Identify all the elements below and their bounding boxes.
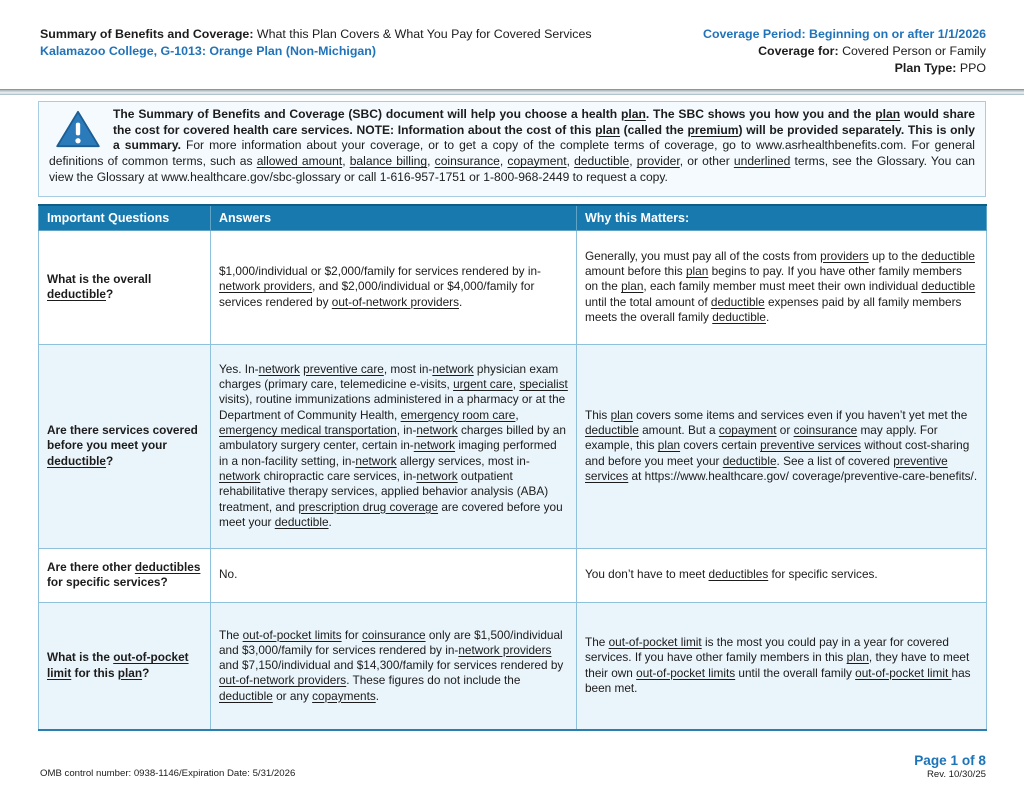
text-segment: , they have to meet their own — [585, 650, 970, 680]
text-segment: charges billed by an ambulatory surgery center, certain in- — [219, 423, 566, 453]
text-segment: visits), routine immunizations administered in a pharmacy or at the Department of Community Health, — [219, 392, 566, 422]
glossary-term-link[interactable]: deductibles — [134, 559, 201, 574]
glossary-term-link[interactable]: network — [432, 361, 474, 376]
table-row — [39, 602, 987, 730]
glossary-term-link[interactable]: coinsurance — [434, 154, 500, 169]
text-segment: up to the — [868, 248, 922, 263]
text-segment: This is only a summary. — [113, 122, 976, 153]
text-segment: What is the overall — [47, 271, 152, 286]
glossary-term-link[interactable]: deductible — [585, 423, 639, 438]
revision-date: Rev. 10/30/25 — [926, 769, 986, 780]
text-segment: without cost-sharing and before you meet your — [585, 438, 970, 468]
text-segment: imaging performed in a non-facility setting, in- — [219, 438, 557, 468]
answer-text — [219, 264, 568, 310]
column-header-important-questions: Important Questions — [39, 205, 211, 230]
text-segment: ? — [142, 665, 150, 680]
answer-cell — [211, 548, 577, 602]
text-segment: for specific services. — [768, 567, 878, 582]
text-segment: , — [566, 154, 575, 169]
text-segment: only are $1,500/individual and $3,000/family for services rendered by in- — [219, 627, 563, 657]
glossary-term-link[interactable]: network — [416, 423, 458, 438]
question-cell — [39, 344, 211, 548]
glossary-term-link[interactable]: emergency room care — [400, 407, 516, 422]
glossary-term-link[interactable]: network — [355, 453, 397, 468]
document-title-rest: What this Plan Covers & What You Pay for Covered Services — [253, 27, 592, 41]
text-segment: , — [629, 154, 637, 169]
plan-type-label: Plan Type: — [894, 61, 957, 75]
glossary-term-link[interactable]: emergency medical transportation — [219, 423, 397, 438]
why-text — [585, 635, 978, 696]
table-row — [39, 548, 987, 602]
glossary-term-link[interactable]: plan — [595, 122, 620, 137]
question-text — [47, 272, 202, 303]
text-segment: . — [328, 514, 332, 529]
intro-paragraph — [49, 107, 975, 186]
question-text — [47, 560, 202, 591]
why-cell — [577, 344, 987, 548]
question-cell — [39, 548, 211, 602]
text-segment: , — [515, 407, 519, 422]
glossary-term-link[interactable]: network providers — [458, 642, 552, 657]
header-right — [703, 26, 986, 77]
glossary-term-link[interactable]: out-of-network providers — [331, 294, 459, 309]
plan-name: Kalamazoo College, G-1013: Orange Plan (Non-Michigan) — [40, 44, 376, 58]
why-cell — [577, 602, 987, 730]
plan-type-value: PPO — [956, 61, 986, 75]
text-segment: covers certain — [680, 438, 761, 453]
text-segment: , — [499, 154, 508, 169]
text-segment: , and $2,000/individual or $4,000/family for services rendered by — [219, 279, 535, 309]
text-segment: (called the — [619, 122, 688, 137]
text-segment: . See a list of covered — [776, 453, 894, 468]
glossary-term-link[interactable]: plan — [846, 650, 869, 665]
glossary-term-link[interactable]: plan — [875, 107, 901, 121]
answer-text — [219, 628, 568, 704]
text-segment: covers some items and services even if you haven’t yet met the — [632, 407, 968, 422]
glossary-term-link[interactable]: network — [413, 438, 456, 453]
text-segment: or — [776, 423, 794, 438]
glossary-term-link[interactable]: plan — [686, 264, 709, 279]
glossary-term-link[interactable]: underlined — [733, 154, 791, 169]
glossary-term-link[interactable]: deductible — [274, 514, 329, 529]
text-segment: The — [585, 635, 609, 650]
warning-triangle-icon — [55, 110, 101, 148]
glossary-term-link[interactable]: copayment — [507, 154, 567, 169]
glossary-term-link[interactable]: network providers — [219, 279, 313, 294]
glossary-term-link[interactable]: coinsurance — [361, 627, 426, 642]
text-segment: until the overall family — [735, 665, 856, 680]
text-segment: at https://www.healthcare.gov/ coverage/preventive-care-benefits/. — [628, 468, 978, 483]
answer-cell — [211, 602, 577, 730]
glossary-term-link[interactable]: plan — [657, 438, 681, 453]
text-segment: or any — [272, 688, 313, 703]
glossary-term-link[interactable]: out-of-pocket limit — [47, 650, 189, 680]
header-left — [40, 26, 592, 77]
glossary-term-link[interactable]: deductible — [47, 453, 106, 468]
text-segment: would share the cost for covered health care services. NOTE: Information about the cost of this — [113, 107, 975, 137]
important-questions-table — [38, 204, 987, 731]
glossary-term-link[interactable]: plan — [610, 407, 633, 422]
intro-summary-box — [38, 101, 986, 197]
text-segment: for this — [71, 665, 118, 680]
coverage-for-label: Coverage for: — [758, 44, 839, 58]
text-segment: for — [341, 627, 362, 642]
text-segment: The Summary of Benefits and Coverage (SBC) document will help you choose a health — [113, 107, 621, 121]
text-segment: . — [375, 688, 380, 703]
glossary-term-link[interactable]: deductible — [921, 279, 976, 294]
text-segment: Are there other — [47, 559, 135, 574]
text-segment: . — [458, 294, 463, 309]
text-segment: chiropractic care services, in- — [260, 468, 417, 483]
header-divider — [0, 89, 1024, 95]
text-segment: and $7,150/individual and $14,300/family for services rendered by — [219, 658, 564, 673]
glossary-term-link[interactable]: deductible — [574, 154, 630, 169]
glossary-term-link[interactable]: prescription drug coverage — [298, 499, 439, 514]
text-segment: has been met. — [585, 665, 971, 696]
glossary-term-link[interactable]: network — [219, 468, 261, 483]
text-segment: physician exam charges (primary care, telemedicine e-visits, — [219, 361, 559, 392]
text-segment: ) will be provided separately. — [738, 122, 908, 137]
plan-type-line — [703, 60, 986, 77]
text-segment: , or other — [679, 154, 734, 169]
glossary-term-link[interactable]: premium — [687, 122, 739, 137]
text-segment: amount before this — [585, 264, 686, 279]
table-header-row — [39, 205, 987, 230]
text-segment: until the total amount of — [585, 294, 711, 309]
glossary-term-link[interactable]: deductibles — [708, 567, 769, 582]
answer-cell — [211, 344, 577, 548]
question-cell — [39, 602, 211, 730]
glossary-term-link[interactable]: deductible — [712, 309, 766, 324]
document-title — [40, 26, 592, 43]
text-segment: Generally, you must pay all of the costs from — [585, 248, 821, 263]
glossary-term-link[interactable]: provider — [636, 154, 680, 169]
page-number: Page 1 of 8 — [914, 753, 986, 768]
glossary-term-link[interactable]: plan — [117, 665, 143, 680]
glossary-term-link[interactable]: preventive services — [585, 453, 948, 483]
text-segment: are covered before you meet your — [219, 499, 563, 529]
omb-control-number: OMB control number: 0938-1146/Expiration Date: 5/31/2026 — [40, 768, 296, 779]
glossary-term-link[interactable]: deductible — [47, 287, 106, 301]
glossary-term-link[interactable]: allowed amount — [256, 154, 343, 169]
coverage-for-value: Covered Person or Family — [838, 44, 986, 58]
glossary-term-link[interactable]: copayments — [312, 688, 376, 703]
text-segment: expenses paid by all family members meets the overall family — [585, 294, 962, 324]
column-header-why-this-matters: Why this Matters: — [577, 205, 987, 230]
text-segment: . The SBC shows you how you and the — [645, 107, 876, 121]
text-segment: ? — [106, 453, 114, 468]
text-segment: $1,000/individual or $2,000/family for services rendered by in- — [219, 264, 541, 279]
text-segment: , each family member must meet their own individual — [643, 279, 922, 294]
coverage-for-line — [703, 43, 986, 60]
glossary-term-link[interactable]: plan — [620, 107, 646, 121]
why-text — [585, 408, 978, 484]
text-segment: No. — [219, 567, 238, 582]
text-segment: What is the — [47, 650, 114, 665]
text-segment: , — [342, 154, 350, 169]
glossary-term-link[interactable]: providers — [820, 248, 869, 263]
question-cell — [39, 230, 211, 344]
glossary-term-link[interactable]: specialist — [519, 377, 568, 392]
glossary-term-link[interactable]: preventive care — [303, 361, 384, 376]
glossary-term-link[interactable]: out-of-network providers — [219, 673, 347, 688]
glossary-term-link[interactable]: deductible — [921, 248, 975, 263]
text-segment: Yes. In- — [219, 361, 259, 376]
text-segment: , — [427, 154, 435, 169]
table-row — [39, 230, 987, 344]
why-cell — [577, 548, 987, 602]
table-row — [39, 344, 987, 548]
glossary-term-link[interactable]: coinsurance — [793, 423, 858, 438]
text-segment: allergy services, most in- — [396, 453, 530, 468]
glossary-term-link[interactable]: urgent care — [453, 377, 513, 392]
why-cell — [577, 230, 987, 344]
text-segment: This — [585, 407, 611, 422]
page-footer — [914, 753, 986, 781]
text-segment: . These figures do not include the — [346, 673, 521, 688]
glossary-term-link[interactable]: preventive services — [760, 438, 862, 453]
answer-text — [219, 362, 568, 530]
glossary-term-link[interactable]: deductible — [219, 688, 273, 703]
glossary-term-link[interactable]: network — [416, 468, 458, 483]
text-segment: You don’t have to meet — [585, 567, 709, 582]
column-header-answers: Answers — [211, 205, 577, 230]
text-segment: . — [766, 309, 770, 324]
why-text — [585, 249, 978, 325]
glossary-term-link[interactable]: out-of-pocket limits — [242, 627, 342, 642]
text-segment: outpatient rehabilitative therapy services, applied behavior analysis (ABA) treatment, and — [219, 468, 549, 514]
text-segment: for specific services? — [47, 575, 168, 589]
coverage-period: Coverage Period: Beginning on or after 1/1/2026 — [703, 27, 986, 41]
text-segment: is the most you could pay in a year for covered services. If you have other family members in this — [585, 635, 949, 665]
text-segment: Are there services covered before you meet your — [47, 423, 198, 453]
glossary-term-link[interactable]: copayment — [718, 423, 777, 438]
answer-cell — [211, 230, 577, 344]
text-segment: may apply. For example, this — [585, 423, 938, 453]
glossary-term-link[interactable]: out-of-pocket limits — [636, 665, 736, 680]
text-segment: amount. But a — [638, 423, 719, 438]
glossary-term-link[interactable]: network — [258, 361, 300, 376]
text-segment: begins to pay. If you have other family members on the — [585, 264, 962, 294]
why-text — [585, 567, 978, 582]
glossary-term-link[interactable]: out-of-pocket limit — [855, 665, 952, 680]
text-segment: For more information about your coverage, or to get a copy of the complete terms of coverage, go to www.asrhealthbenefits.com. For general definitions of common terms, such as — [49, 138, 975, 169]
question-text — [47, 423, 202, 469]
question-text — [47, 650, 202, 681]
document-header — [0, 0, 1024, 85]
glossary-term-link[interactable]: plan — [621, 279, 644, 294]
glossary-term-link[interactable]: deductible — [722, 453, 777, 468]
text-segment: , in- — [396, 423, 417, 438]
text-segment: , — [512, 377, 520, 392]
glossary-term-link[interactable]: balance billing — [349, 154, 428, 169]
text-segment: The — [219, 627, 243, 642]
answer-text — [219, 567, 568, 582]
text-segment: ? — [106, 287, 114, 301]
glossary-term-link[interactable]: out-of-pocket limit — [608, 635, 702, 650]
text-segment: , most in- — [383, 361, 433, 376]
glossary-term-link[interactable]: deductible — [710, 294, 765, 309]
text-segment: terms, see the Glossary. You can view the Glossary at www.healthcare.gov/sbc-glossary or call 1-616-957-1751 or 1-800-968-2449 to request a copy. — [49, 154, 975, 184]
document-title-bold: Summary of Benefits and Coverage: — [40, 27, 254, 41]
